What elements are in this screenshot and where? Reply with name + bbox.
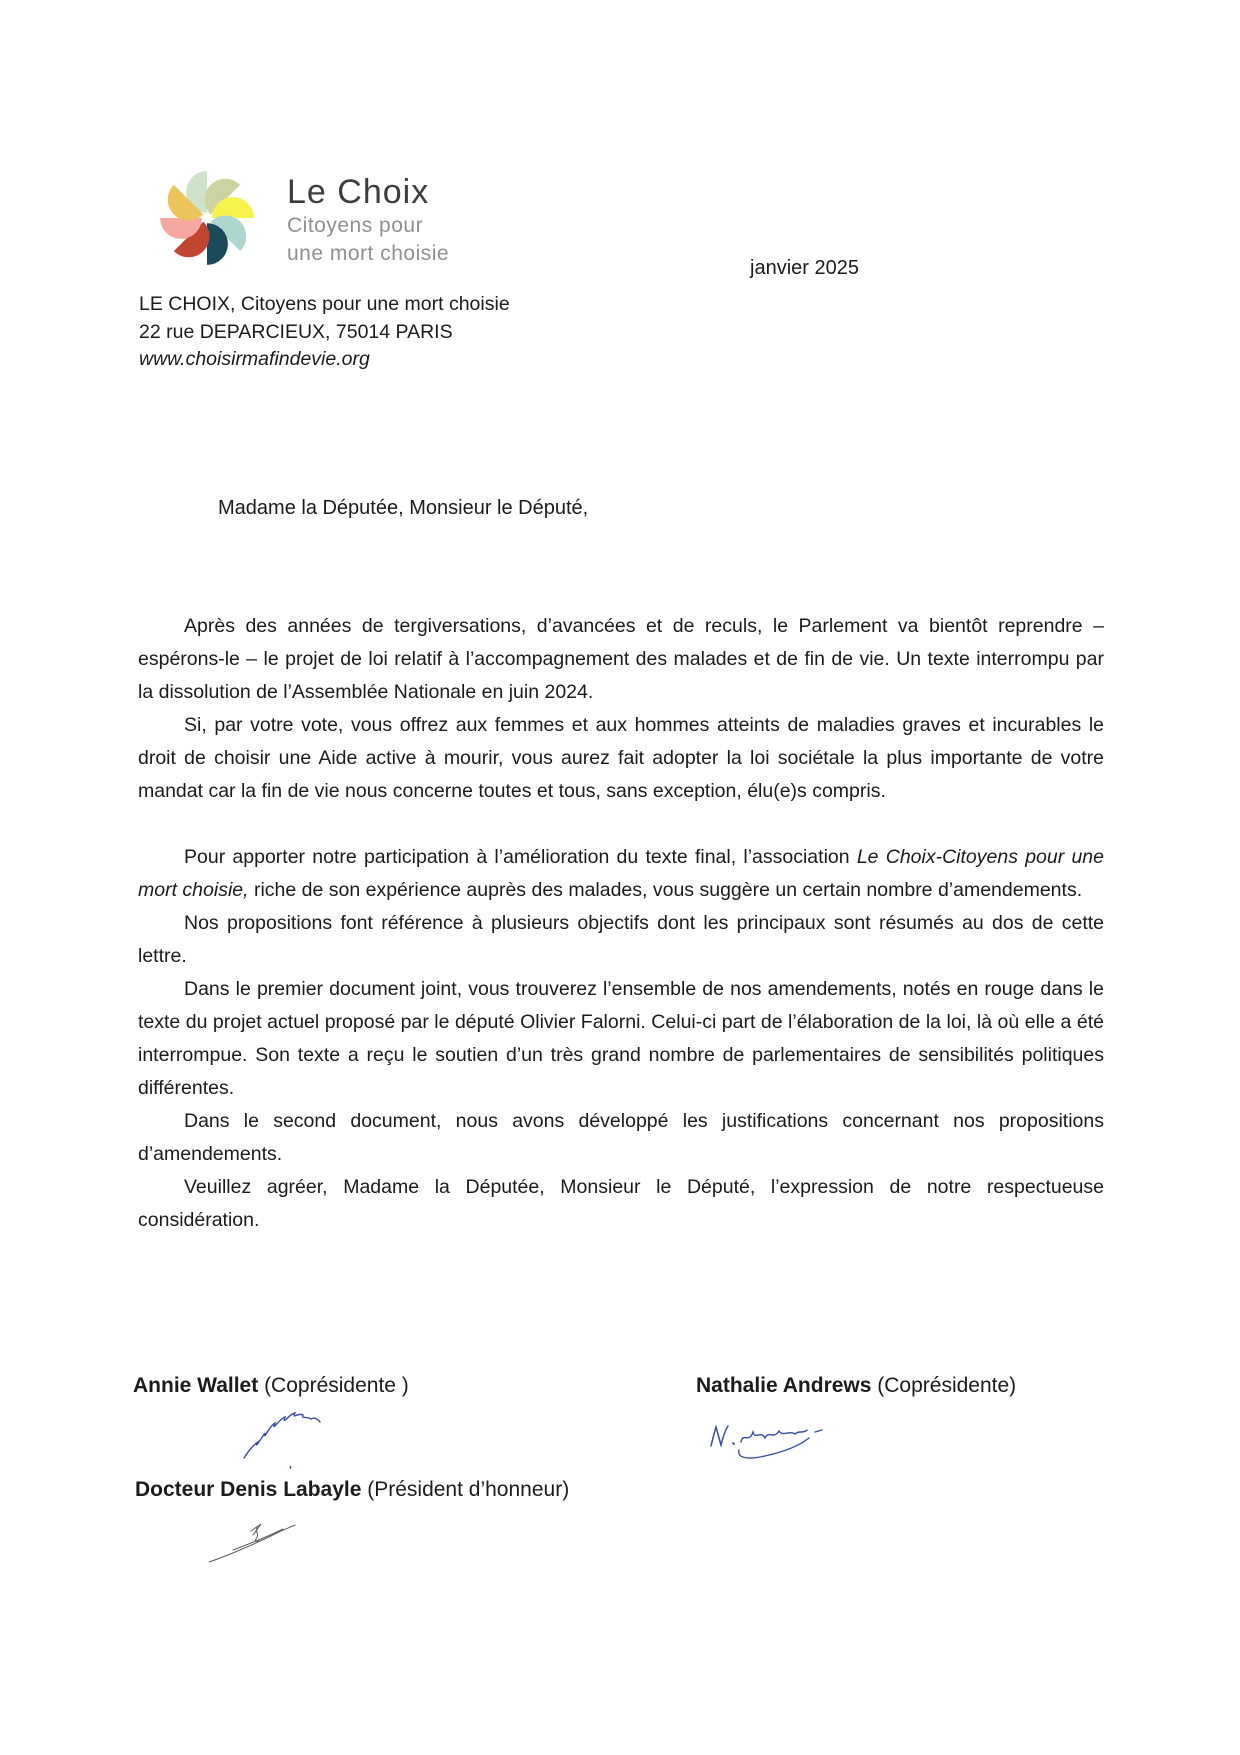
sender-website: www.choisirmafindevie.org xyxy=(139,348,370,370)
paragraph-6: Dans le second document, nous avons développé les justifications concernant nos propositions d’amendements. xyxy=(138,1110,1104,1165)
signatory-right-name: Nathalie Andrews xyxy=(696,1374,872,1397)
le-choix-pinwheel-logo-icon xyxy=(156,167,258,269)
paragraph-2: Si, par votre vote, vous offrez aux femmes et aux hommes atteints de maladies graves et incurables le droit de choisir une Aide active à mourir, vous aurez fait adopter la loi sociétale la plus importante de votre mandat car la fin de vie nous concerne toutes et tous, sans exception, élu(e)s compris. xyxy=(138,714,1104,802)
logo-title: Le Choix xyxy=(287,173,430,211)
signatory-bottom xyxy=(135,1478,569,1502)
petal-dark-teal-icon xyxy=(207,223,228,265)
paragraph-3 xyxy=(138,841,1104,907)
annie-wallet-signature xyxy=(238,1408,338,1472)
signatory-left-role: (Coprésidente ) xyxy=(258,1374,409,1397)
paragraph-3-text: Pour apporter notre participation à l’amélioration du texte final, l’association xyxy=(184,846,857,868)
letter-date: janvier 2025 xyxy=(750,257,859,279)
nathalie-andrews-signature xyxy=(703,1420,828,1468)
sender-street-line: 22 rue DEPARCIEUX, 75014 PARIS xyxy=(139,320,453,343)
sender-address-block xyxy=(139,291,510,374)
paragraph-5: Dans le premier document joint, vous trouverez l’ensemble de nos amendements, notés en rouge dans le texte du projet actuel proposé par le député Olivier Falorni. Celui-ci part de l’élaboration de la loi, là où elle a été interrompue. Son texte a reçu le soutien d’un très grand nombre de parlementaires de sensibilités politiques différentes. xyxy=(138,978,1104,1099)
logo-wordmark xyxy=(287,174,449,268)
signatory-left-name: Annie Wallet xyxy=(133,1374,259,1397)
signatory-left xyxy=(133,1374,409,1398)
petal-yellow-icon xyxy=(212,197,254,218)
paragraph-1: Après des années de tergiversations, d’avancées et de reculs, le Parlement va bientôt reprendre – espérons-le – le projet de loi relatif à l’accompagnement des malades et de fin de vie. Un texte interrompu par la dissolution de l’Assemblée Nationale en juin 2024. xyxy=(138,615,1104,703)
denis-labayle-signature xyxy=(207,1516,297,1566)
sender-name-line: LE CHOIX, Citoyens pour une mort choisie xyxy=(139,293,510,315)
signatory-right xyxy=(696,1374,1016,1398)
petal-mint-icon xyxy=(186,171,207,213)
petal-light-teal-icon xyxy=(211,207,255,251)
paragraph-4: Nos propositions font référence à plusieurs objectifs dont les principaux sont résumés au dos de cette lettre. xyxy=(138,912,1104,967)
salutation: Madame la Députée, Monsieur le Député, xyxy=(218,497,589,519)
signatory-bottom-name: Docteur Denis Labayle xyxy=(135,1478,362,1501)
petal-mustard-icon xyxy=(159,185,203,229)
petal-olive-icon xyxy=(196,170,240,214)
logo-subtitle-line2: une mort choisie xyxy=(287,242,450,265)
paragraph-3-text-end: riche de son expérience auprès des malades, vous suggère un certain nombre d’amendements. xyxy=(248,879,1083,901)
signatory-right-role: (Coprésidente) xyxy=(871,1374,1017,1397)
signatory-bottom-role: (Président d’honneur) xyxy=(361,1478,570,1501)
logo-subtitle-line1: Citoyens pour xyxy=(287,214,424,237)
letter-body xyxy=(138,610,1104,1237)
paragraph-3-association-name: Le Choix-Citoyens pour une mort choisie, xyxy=(138,846,1104,901)
petal-red-icon xyxy=(174,222,218,266)
paragraph-7: Veuillez agréer, Madame la Députée, Monsieur le Député, l’expression de notre respectueuse considération. xyxy=(138,1176,1104,1231)
petal-salmon-icon xyxy=(160,218,202,239)
